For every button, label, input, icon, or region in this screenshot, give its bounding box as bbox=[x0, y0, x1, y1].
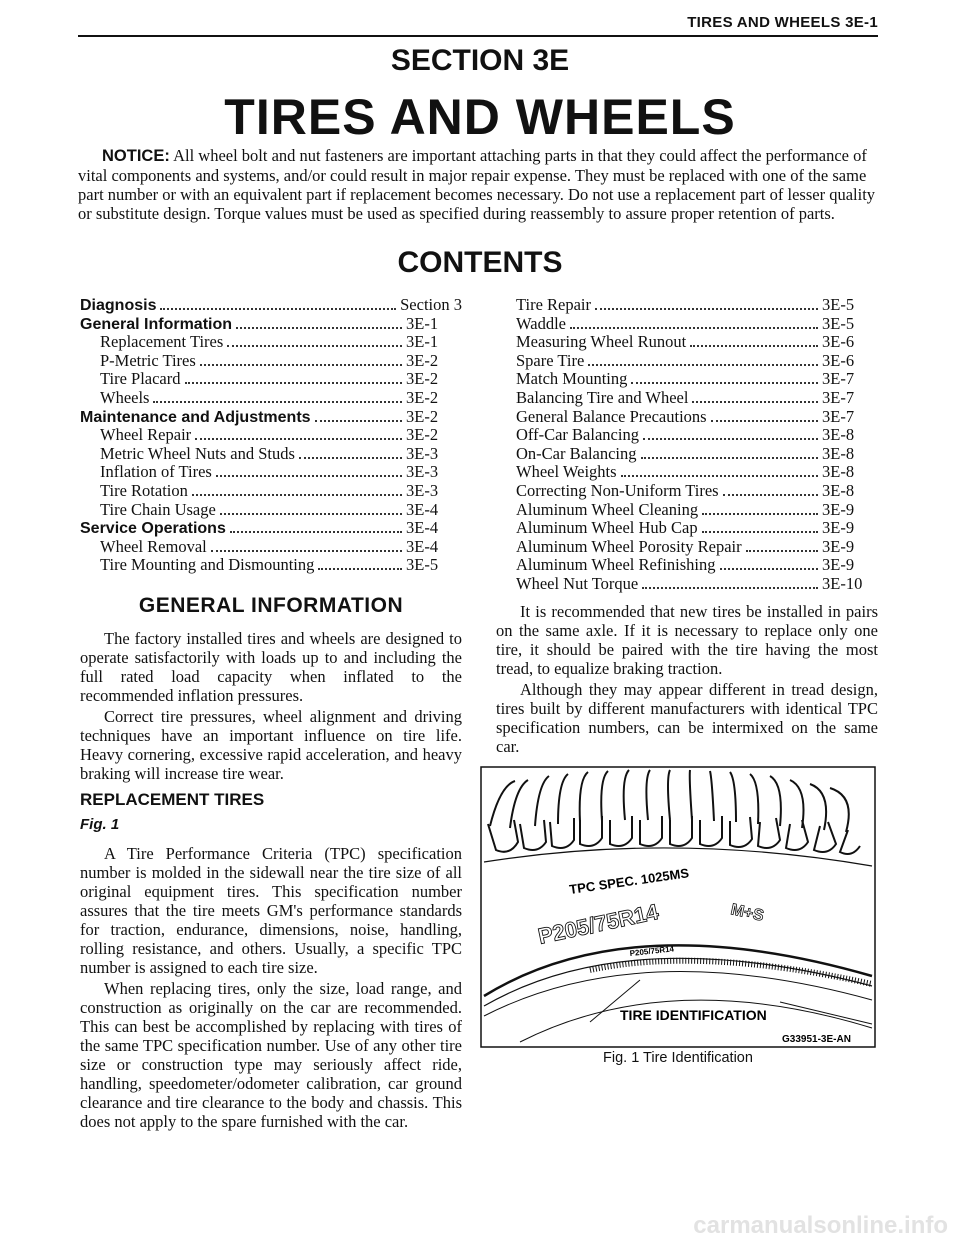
header-rule bbox=[78, 35, 878, 37]
toc-entry-page: 3E-8 bbox=[822, 425, 855, 445]
toc-entry-page: 3E-4 bbox=[406, 518, 439, 538]
toc-leader-dots bbox=[643, 438, 818, 440]
toc-entry-page: 3E-7 bbox=[822, 406, 855, 426]
toc-entry bbox=[80, 315, 462, 334]
toc-entry-page: 3E-10 bbox=[822, 573, 863, 593]
toc-entry-page: 3E-4 bbox=[406, 536, 439, 556]
toc-entry-title: P-Metric Tires bbox=[100, 350, 196, 370]
small-size-text: P205/75R14 bbox=[629, 944, 675, 958]
toc-entry-title: Measuring Wheel Runout bbox=[516, 332, 687, 352]
notice-block bbox=[78, 146, 878, 223]
toc-entry-page: 3E-5 bbox=[822, 295, 855, 314]
toc-entry-title: Match Mounting bbox=[516, 369, 628, 389]
toc-entry-title: Aluminum Wheel Refinishing bbox=[516, 555, 716, 575]
toc-entry-page: 3E-8 bbox=[822, 443, 855, 463]
toc-leader-dots bbox=[227, 345, 402, 347]
toc-entry bbox=[496, 538, 878, 557]
toc-entry bbox=[80, 538, 462, 557]
toc-left-column bbox=[80, 296, 462, 575]
toc-entry bbox=[496, 389, 878, 408]
watermark: carmanualsonline.info bbox=[693, 1212, 948, 1239]
toc-entry-page: 3E-9 bbox=[822, 499, 855, 519]
figure-border bbox=[481, 767, 875, 1047]
toc-entry bbox=[80, 333, 462, 352]
toc-entry-page: 3E-3 bbox=[406, 480, 439, 500]
paragraph: Although they may appear different in tread design, tires built by different manufacturers with identical TPC specification numbers, can be intermixed on the same car. bbox=[496, 680, 878, 756]
toc-leader-dots bbox=[315, 420, 402, 422]
toc-leader-dots bbox=[702, 513, 818, 515]
notice-text: All wheel bolt and nut fasteners are important attaching parts in that they could affect the performance of vital components and systems, and/or could result in major repair expense. They must be replaced with one of the same part number or with an equivalent part if replacement becomes necessary. Do not use a replacement part of lesser quality or substitute design. Torque values must be used as specified during reassembly to assure proper retention of parts. bbox=[78, 146, 876, 223]
toc-leader-dots bbox=[711, 420, 818, 422]
toc-leader-dots bbox=[746, 550, 818, 552]
toc-leader-dots bbox=[631, 382, 818, 384]
toc-entry bbox=[496, 445, 878, 464]
toc-right-column bbox=[496, 296, 878, 594]
toc-entry-title: Service Operations bbox=[80, 520, 226, 538]
toc-entry-title: Off-Car Balancing bbox=[516, 425, 639, 445]
toc-entry-title: Tire Rotation bbox=[100, 480, 188, 500]
toc-leader-dots bbox=[160, 308, 396, 310]
toc-entry bbox=[496, 575, 878, 594]
toc-leader-dots bbox=[185, 382, 402, 384]
toc-entry bbox=[80, 426, 462, 445]
running-header: TIRES AND WHEELS 3E-1 bbox=[687, 14, 878, 31]
toc-entry bbox=[496, 426, 878, 445]
toc-entry-title: Spare Tire bbox=[516, 350, 585, 370]
toc-entry-title: Balancing Tire and Wheel bbox=[516, 387, 689, 407]
toc-entry bbox=[80, 296, 462, 315]
toc-entry bbox=[496, 482, 878, 501]
toc-entry-title: Metric Wheel Nuts and Studs bbox=[100, 443, 295, 463]
toc-leader-dots bbox=[200, 364, 402, 366]
toc-entry-page: 3E-1 bbox=[406, 313, 439, 333]
toc-leader-dots bbox=[153, 401, 402, 403]
toc-entry-title: Wheel Repair bbox=[100, 425, 192, 445]
toc-entry-title: Tire Mounting and Dismounting bbox=[100, 555, 315, 575]
toc-leader-dots bbox=[690, 345, 818, 347]
toc-leader-dots bbox=[192, 494, 402, 496]
toc-entry-page: 3E-3 bbox=[406, 443, 439, 463]
toc-leader-dots bbox=[692, 401, 818, 403]
toc-entry-title: Correcting Non-Uniform Tires bbox=[516, 480, 719, 500]
toc-entry bbox=[496, 315, 878, 334]
toc-entry-title: Maintenance and Adjustments bbox=[80, 408, 311, 426]
toc-entry-page: 3E-9 bbox=[822, 518, 855, 538]
toc-entry-title: Tire Chain Usage bbox=[100, 499, 216, 519]
toc-entry-page: 3E-2 bbox=[406, 369, 439, 389]
general-info-right bbox=[496, 602, 878, 758]
toc-entry bbox=[496, 333, 878, 352]
toc-entry bbox=[80, 370, 462, 389]
toc-leader-dots bbox=[236, 327, 402, 329]
toc-entry bbox=[80, 501, 462, 520]
toc-entry-title: Diagnosis bbox=[80, 297, 157, 314]
toc-entry-page: 3E-7 bbox=[822, 387, 855, 407]
toc-entry-title: Tire Placard bbox=[100, 369, 181, 389]
toc-leader-dots bbox=[641, 457, 818, 459]
paragraph: Correct tire pressures, wheel alignment and driving techniques have an important influence on tire life. Heavy cornering, excessive rapid acceleration, and heavy braking will increase tire wear. bbox=[80, 707, 462, 783]
toc-entry bbox=[496, 408, 878, 427]
toc-entry-page: 3E-7 bbox=[822, 369, 855, 389]
toc-entry-page: 3E-6 bbox=[822, 332, 855, 352]
toc-entry-title: Wheel Removal bbox=[100, 536, 207, 556]
toc-entry bbox=[496, 352, 878, 371]
general-information-heading: GENERAL INFORMATION bbox=[138, 594, 404, 617]
toc-entry-title: Aluminum Wheel Cleaning bbox=[516, 499, 699, 519]
general-info-left bbox=[80, 596, 462, 785]
toc-leader-dots bbox=[720, 568, 818, 570]
mud-snow-text: M+S bbox=[729, 901, 766, 925]
toc-entry-title: Aluminum Wheel Hub Cap bbox=[516, 518, 698, 538]
toc-entry-page: 3E-6 bbox=[822, 350, 855, 370]
toc-entry-page: 3E-2 bbox=[406, 350, 439, 370]
toc-entry-title: Tire Repair bbox=[516, 295, 592, 314]
page-title: TIRES AND WHEELS bbox=[224, 89, 736, 145]
paragraph: When replacing tires, only the size, load range, and construction as originally on the car are recommended. This can best be accomplished by replacing with tires of the same TPC specification number. Use of any other tire size or construction type may seriously affect ride, handling, speedometer/odometer calibration, car ground clearance and tire clearance to the body and chassis. This does not apply to the spare furnished with the car. bbox=[80, 979, 462, 1131]
toc-leader-dots bbox=[195, 438, 402, 440]
toc-leader-dots bbox=[230, 531, 402, 533]
toc-leader-dots bbox=[211, 550, 402, 552]
toc-entry bbox=[80, 445, 462, 464]
paragraph: The factory installed tires and wheels are designed to operate satisfactorily with loads up to and including the full rated load capacity when inflated to the recommended inflation pressures. bbox=[80, 629, 462, 705]
figure-code: G33951-3E-AN bbox=[782, 1034, 851, 1045]
toc-entry bbox=[496, 519, 878, 538]
toc-entry-title: Wheels bbox=[100, 387, 150, 407]
contents-title: CONTENTS bbox=[397, 246, 563, 279]
toc-entry-title: Wheel Nut Torque bbox=[516, 573, 639, 593]
toc-entry-title: General Balance Precautions bbox=[516, 406, 707, 426]
toc-entry-page: 3E-1 bbox=[406, 332, 439, 352]
toc-leader-dots bbox=[220, 513, 402, 515]
toc-entry-page: 3E-5 bbox=[822, 313, 855, 333]
toc-entry-page: 3E-3 bbox=[406, 462, 439, 482]
toc-leader-dots bbox=[702, 531, 818, 533]
toc-leader-dots bbox=[570, 327, 818, 329]
tire-identification-figure bbox=[480, 766, 876, 1048]
toc-entry-title: Waddle bbox=[516, 313, 566, 333]
paragraph: A Tire Performance Criteria (TPC) specification number is molded in the sidewall near the tire size of all original equipment tires. This specification number assures that the tire meets GM's performance standards for traction, endurance, dimensions, noise, handling, rolling resistance, and others. Usually, a specific TPC number is assigned to each tire size. bbox=[80, 844, 462, 977]
toc-entry-page: 3E-4 bbox=[406, 499, 439, 519]
replacement-tires-heading: REPLACEMENT TIRES bbox=[80, 790, 265, 809]
toc-entry-page: 3E-2 bbox=[406, 406, 439, 426]
toc-leader-dots bbox=[216, 475, 402, 477]
toc-entry bbox=[80, 408, 462, 427]
toc-entry-page: 3E-8 bbox=[822, 462, 855, 482]
paragraph: It is recommended that new tires be installed in pairs on the same axle. If it is necessary to replace only one tire, it should be paired with the tire having the most tread, to equalize braking traction. bbox=[496, 602, 878, 678]
toc-entry-page: Section 3 bbox=[400, 295, 462, 314]
toc-leader-dots bbox=[299, 457, 402, 459]
toc-entry-page: 3E-2 bbox=[406, 387, 439, 407]
toc-entry-page: 3E-8 bbox=[822, 480, 855, 500]
toc-entry-title: Aluminum Wheel Porosity Repair bbox=[516, 536, 742, 556]
toc-entry bbox=[80, 556, 462, 575]
toc-entry-title: General Information bbox=[80, 315, 233, 333]
toc-entry bbox=[80, 352, 462, 371]
notice-label: NOTICE: bbox=[102, 147, 170, 165]
toc-leader-dots bbox=[588, 364, 818, 366]
figure-reference: Fig. 1 bbox=[80, 816, 120, 833]
toc-entry bbox=[80, 463, 462, 482]
tpc-spec-text: TPC SPEC. 1025MS bbox=[568, 865, 690, 897]
section-label: SECTION 3E bbox=[390, 44, 570, 77]
figure-label: TIRE IDENTIFICATION bbox=[620, 1007, 767, 1023]
toc-entry bbox=[496, 501, 878, 520]
tire-size-text: P205/75R14 bbox=[535, 899, 661, 949]
toc-entry bbox=[80, 389, 462, 408]
toc-entry-title: On-Car Balancing bbox=[516, 443, 637, 463]
toc-leader-dots bbox=[318, 568, 402, 570]
replacement-tires-section bbox=[80, 790, 462, 1133]
toc-entry bbox=[80, 482, 462, 501]
toc-entry bbox=[80, 519, 462, 538]
toc-leader-dots bbox=[595, 308, 818, 310]
toc-entry bbox=[496, 463, 878, 482]
toc-entry-page: 3E-2 bbox=[406, 425, 439, 445]
toc-leader-dots bbox=[723, 494, 818, 496]
toc-entry bbox=[496, 296, 878, 315]
toc-leader-dots bbox=[621, 475, 818, 477]
toc-entry-page: 3E-9 bbox=[822, 555, 855, 575]
figure-caption: Fig. 1 Tire Identification bbox=[603, 1050, 753, 1066]
toc-entry-title: Replacement Tires bbox=[100, 332, 224, 352]
toc-entry bbox=[496, 370, 878, 389]
toc-leader-dots bbox=[642, 587, 818, 589]
toc-entry-page: 3E-9 bbox=[822, 536, 855, 556]
toc-entry-title: Inflation of Tires bbox=[100, 462, 212, 482]
toc-entry bbox=[496, 556, 878, 575]
toc-entry-page: 3E-5 bbox=[406, 555, 439, 575]
toc-entry-title: Wheel Weights bbox=[516, 462, 617, 482]
